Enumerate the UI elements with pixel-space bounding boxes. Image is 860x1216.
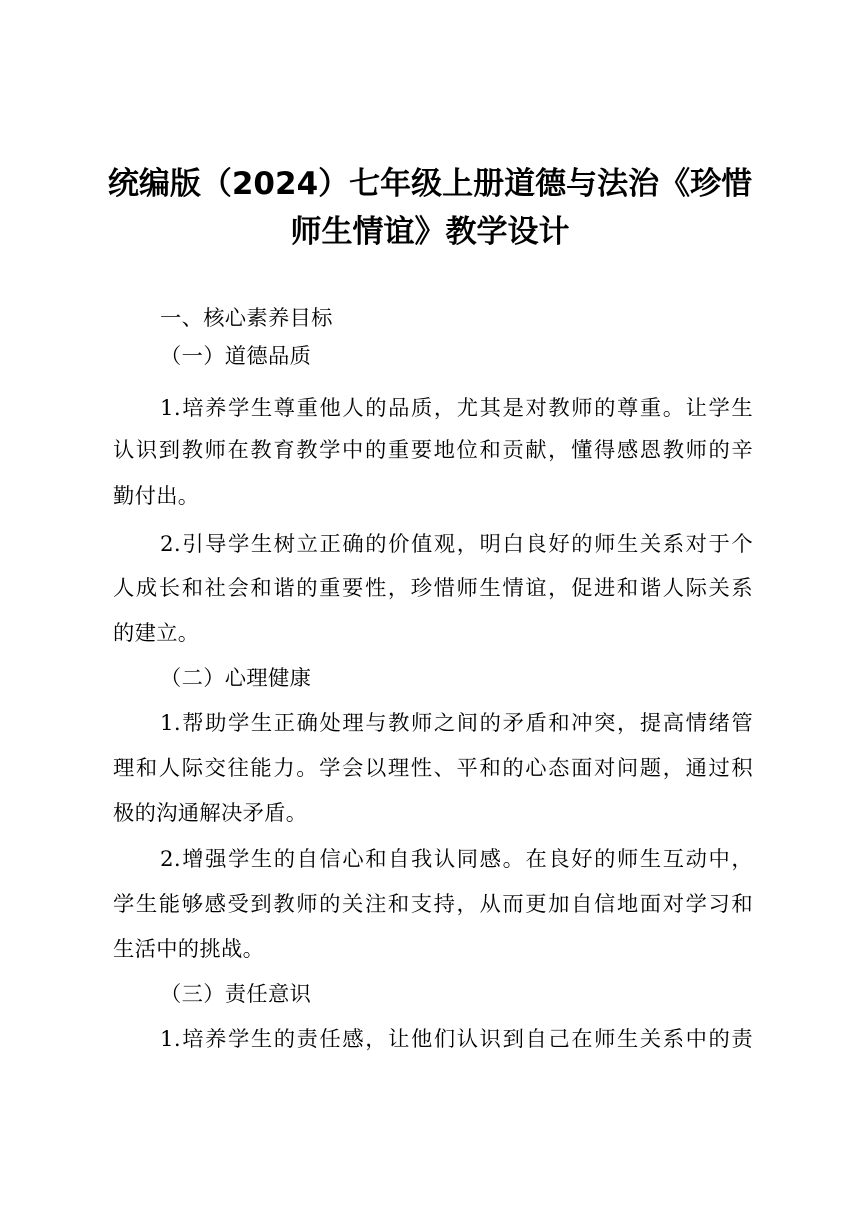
paragraph-line: 生活中的挑战。: [113, 937, 265, 962]
paragraph-line: 认识到教师在教育教学中的重要地位和贡献，懂得感恩教师的辛: [113, 438, 753, 463]
paragraph-line: 1.培养学生的责任感，让他们认识到自己在师生关系中的责: [160, 1027, 753, 1052]
paragraph-line: 2.引导学生树立正确的价值观，明白良好的师生关系对于个: [160, 532, 753, 557]
title-line-1: 统编版（2024）七年级上册道德与法治《珍惜: [107, 166, 753, 202]
subsection-heading-mental-health: （二）心理健康: [160, 666, 312, 691]
subsection-heading-moral: （一）道德品质: [160, 344, 312, 369]
title-line-2: 师生情谊》教学设计: [290, 214, 570, 250]
paragraph-line: 勤付出。: [113, 484, 200, 509]
paragraph-line: 2.增强学生的自信心和自我认同感。在良好的师生互动中，: [160, 847, 753, 872]
paragraph-line: 1.培养学生尊重他人的品质，尤其是对教师的尊重。让学生: [160, 396, 753, 421]
document-title: [100, 160, 760, 256]
section-heading-core-literacy: 一、核心素养目标: [160, 306, 333, 331]
paragraph-line: 极的沟通解决矛盾。: [113, 801, 308, 826]
paragraph-line: 1.帮助学生正确处理与教师之间的矛盾和冲突，提高情绪管: [160, 711, 753, 736]
paragraph-line: 学生能够感受到教师的关注和支持，从而更加自信地面对学习和: [113, 892, 753, 917]
paragraph-line: 的建立。: [113, 621, 200, 646]
subsection-heading-responsibility: （三）责任意识: [160, 982, 312, 1007]
paragraph-line: 人成长和社会和谐的重要性，珍惜师生情谊，促进和谐人际关系: [113, 576, 753, 601]
paragraph-line: 理和人际交往能力。学会以理性、平和的心态面对问题，通过积: [113, 756, 753, 781]
